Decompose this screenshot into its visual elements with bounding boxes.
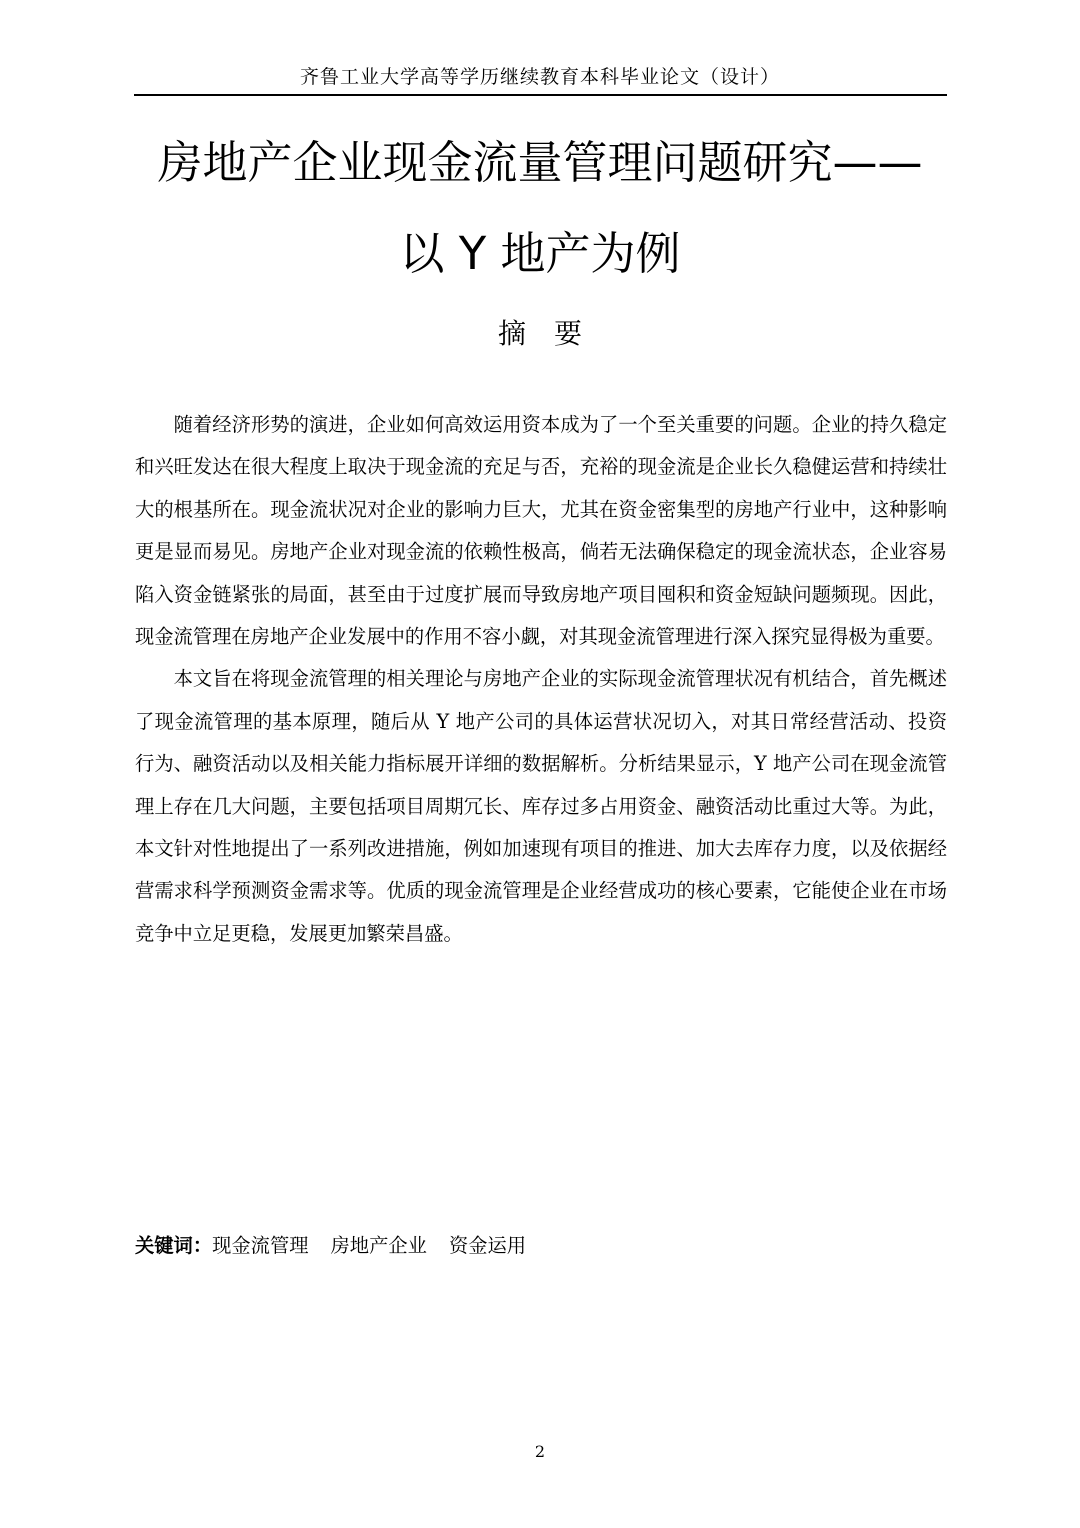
running-header: 齐鲁工业大学高等学历继续教育本科毕业论文（设计） (299, 66, 780, 88)
thesis-title-line-1: 房地产企业现金流量管理问题研究—— (157, 136, 923, 189)
abstract-paragraph-1: 随着经济形势的演进，企业如何高效运用资本成为了一个至关重要的问题。企业的持久稳定和兴旺发达在很大程度上取决于现金流的充足与否，充裕的现金流是企业长久稳健运营和持续壮大的根基所在。现金流状况对企业的影响力巨大，尤其在资金密集型的房地产行业中，这种影响更是显而易见。房地产企业对现金流的依赖性极高，倘若无法确保稳定的现金流状态，企业容易陷入资金链紧张的局面，甚至由于过度扩展而导致房地产项目囤积和资金短缺问题频现。因此，现金流管理在房地产企业发展中的作用不容小觑，对其现金流管理进行深入探究显得极为重要。 (135, 413, 947, 649)
keywords-label: 关键词： (135, 1234, 213, 1257)
abstract-body (135, 404, 947, 955)
keyword-item: 资金运用 (448, 1234, 527, 1257)
page-number: 2 (534, 1442, 546, 1461)
thesis-title-line-2: 以 Y 地产为例 (399, 227, 681, 280)
abstract-paragraph-2: 本文旨在将现金流管理的相关理论与房地产企业的实际现金流管理状况有机结合，首先概述了现金流管理的基本原理，随后从 Y 地产公司的具体运营状况切入，对其日常经营活动、投资行为、融资活动以及相关能力指标展开详细的数据解析。分析结果显示，Y 地产公司在现金流管理上存在几大问题，主要包括项目周期冗长、库存过多占用资金、融资活动比重过大等。为此，本文针对性地提出了一系列改进措施，例如加速现有项目的推进、加大去库存力度，以及依据经营需求科学预测资金需求等。优质的现金流管理是企业经营成功的核心要素，它能使企业在市场竞争中立足更稳，发展更加繁荣昌盛。 (135, 667, 947, 945)
abstract-heading: 摘要 (497, 317, 610, 350)
header-divider (134, 94, 947, 96)
keywords-line (135, 1228, 548, 1264)
keyword-item: 房地产企业 (330, 1234, 427, 1257)
keyword-item: 现金流管理 (212, 1234, 309, 1257)
